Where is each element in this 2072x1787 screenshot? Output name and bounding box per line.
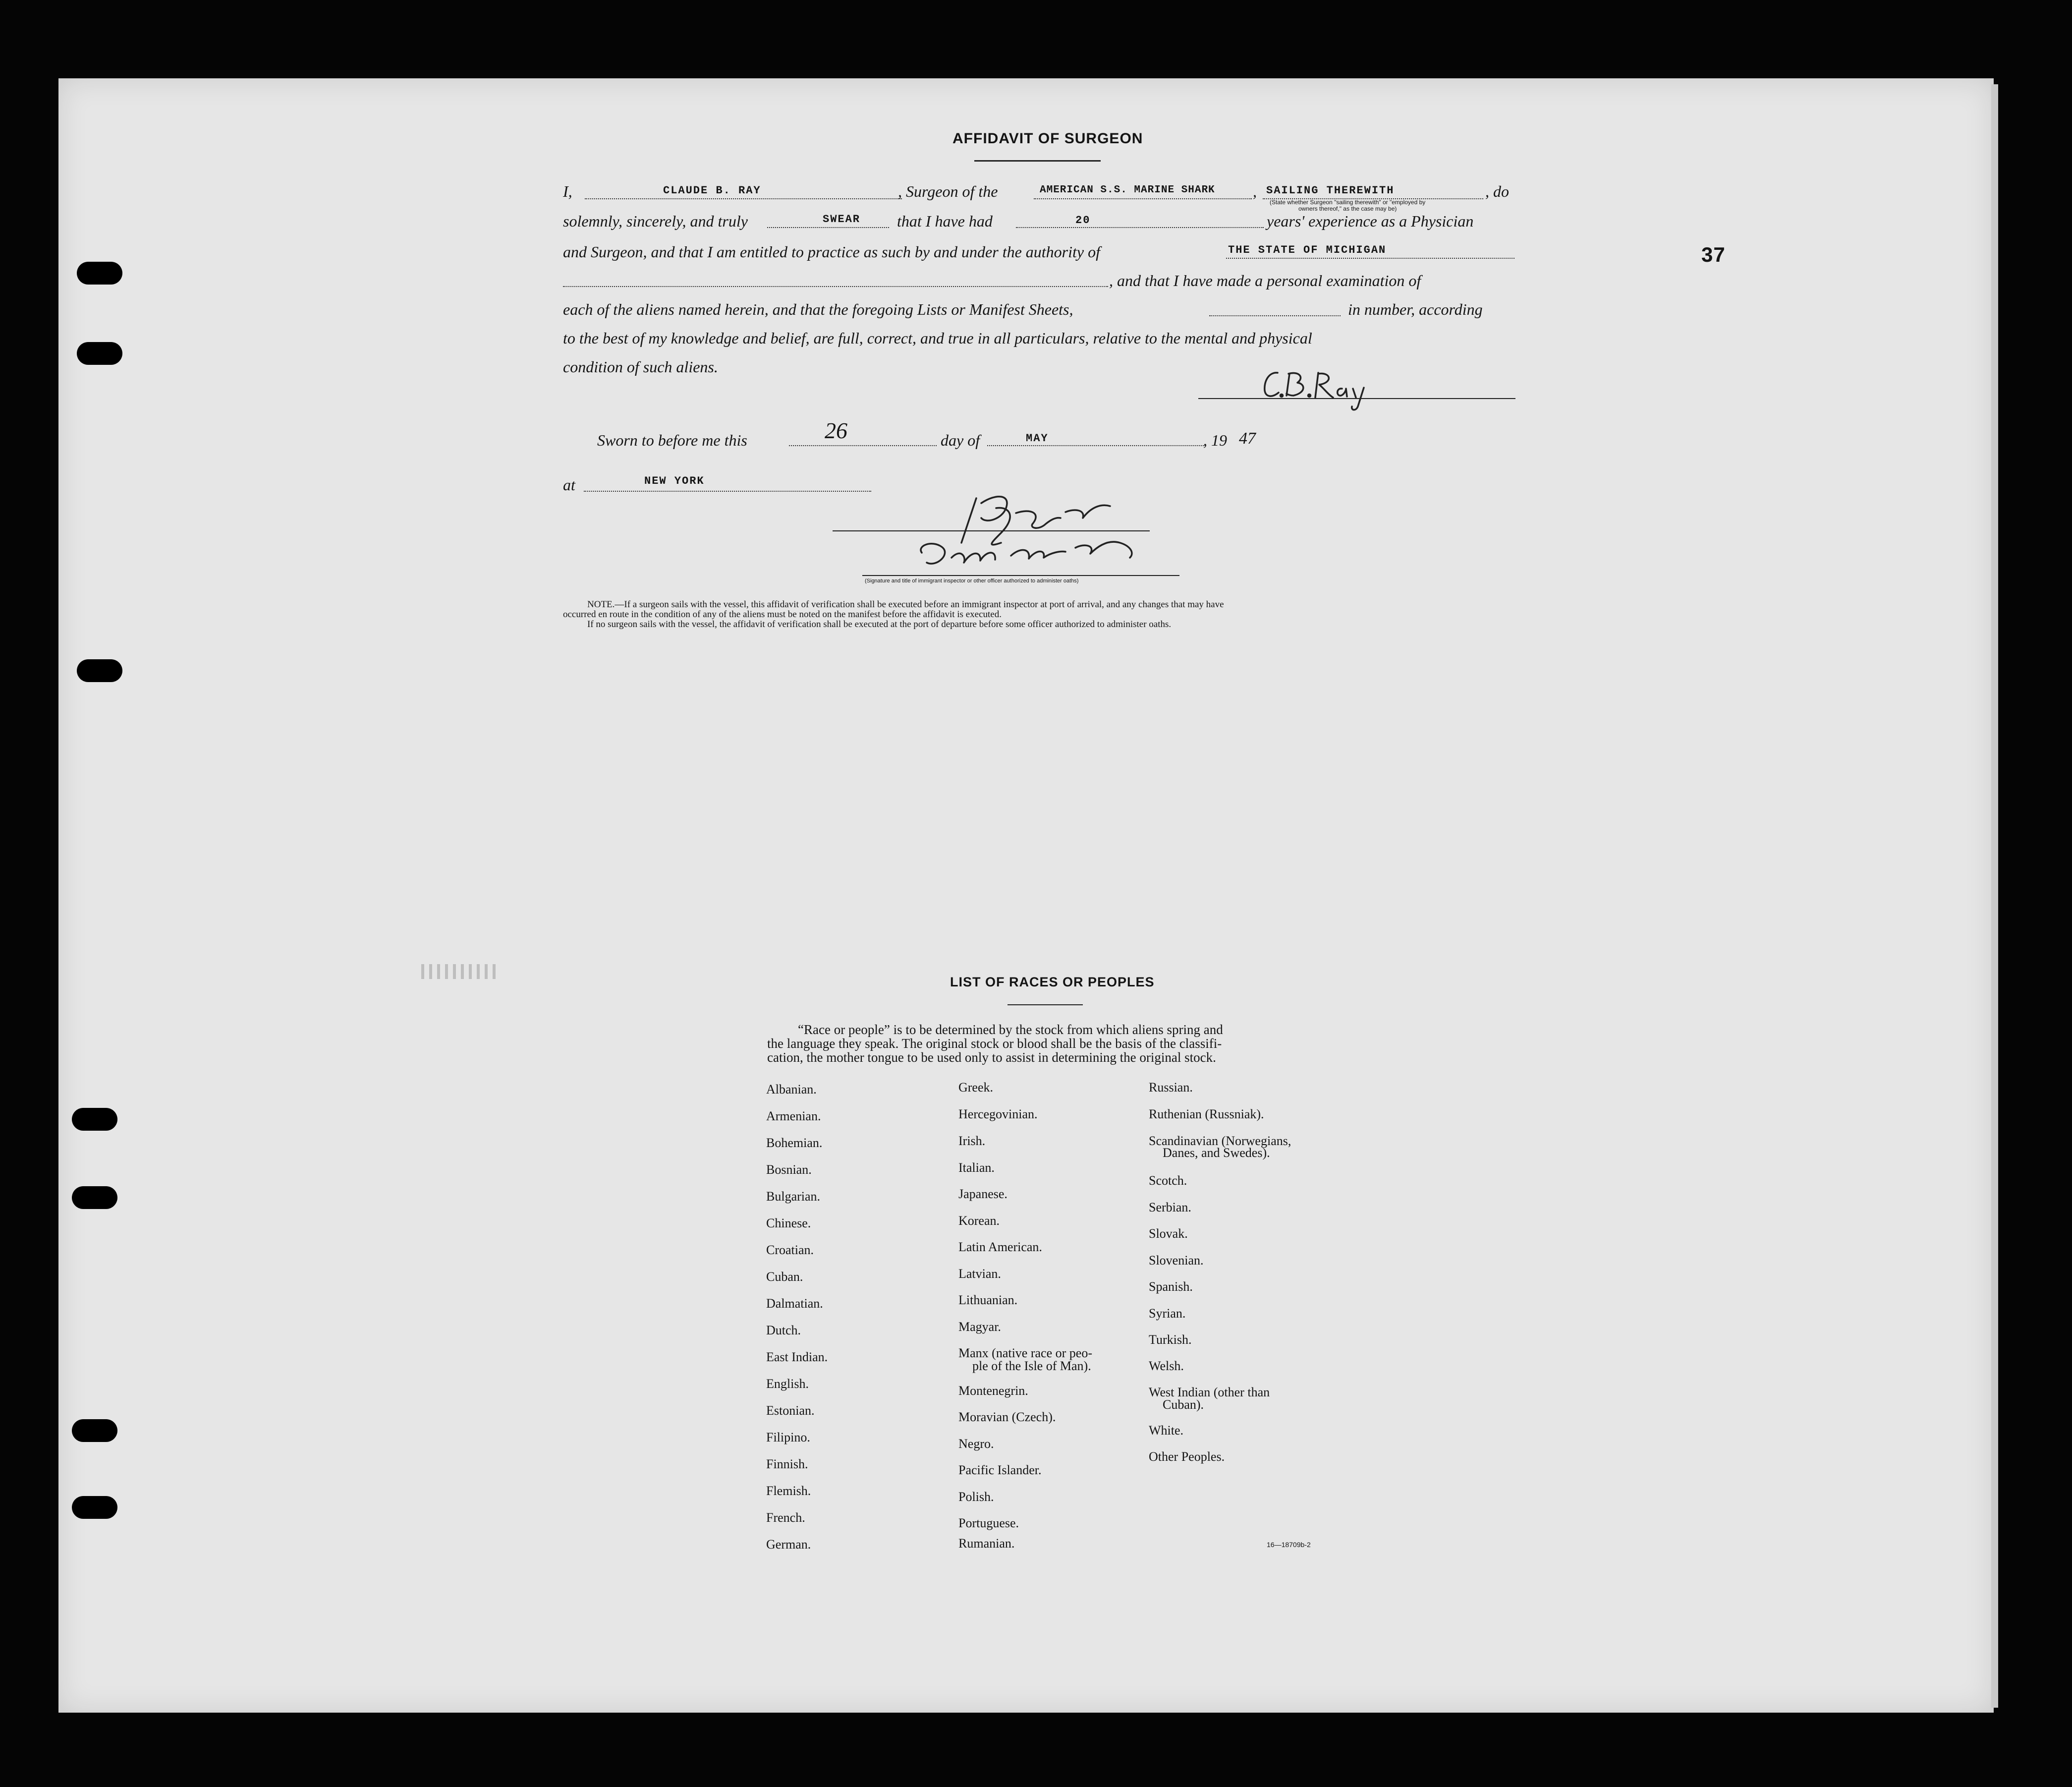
race-item: Magyar. <box>958 1320 1001 1334</box>
race-item: Japanese. <box>958 1187 1008 1201</box>
race-item: Montenegrin. <box>958 1383 1028 1398</box>
text-solemnly: solemnly, sincerely, and truly <box>563 212 748 230</box>
race-item: Serbian. <box>1149 1200 1191 1214</box>
place-line <box>584 491 871 492</box>
month-value: MAY <box>1026 432 1049 445</box>
race-item: Filipino. <box>766 1430 810 1444</box>
race-item: Finnish. <box>766 1457 808 1471</box>
text-comma-19: , 19 <box>1203 431 1227 449</box>
race-item: Pacific Islander. <box>958 1463 1042 1477</box>
race-item: Slovenian. <box>1149 1253 1204 1268</box>
binder-hole <box>72 1186 117 1209</box>
status-instruction-1: (State whether Surgeon "sailing therewith" or "employed by <box>1270 199 1426 206</box>
race-item: English. <box>766 1377 809 1391</box>
binder-hole <box>77 262 122 285</box>
race-item: Scotch. <box>1149 1173 1187 1188</box>
authority-line-2 <box>563 286 1108 287</box>
inspector-title-line <box>862 575 1179 576</box>
status-instruction-2: owners thereof," as the case may be) <box>1298 205 1397 212</box>
form-number: 16—18709b-2 <box>1267 1541 1311 1549</box>
race-item: Russian. <box>1149 1080 1193 1095</box>
text-each-alien: each of the aliens named herein, and that the foregoing Lists or Manifest Sheets, <box>563 300 1073 318</box>
affidavit-title: AFFIDAVIT OF SURGEON <box>952 130 1143 147</box>
race-item: West Indian (other than <box>1149 1385 1270 1399</box>
page-number: 37 <box>1701 243 1726 266</box>
years-value: 20 <box>1075 214 1091 227</box>
faint-marks <box>421 964 501 979</box>
race-item: Cuban). <box>1163 1397 1204 1412</box>
race-item: Spanish. <box>1149 1279 1193 1294</box>
text-best-knowledge: to the best of my knowledge and belief, are full, correct, and true in all particulars, relative to the mental and physical <box>563 329 1312 347</box>
race-item: Flemish. <box>766 1484 811 1498</box>
text-do: , do <box>1485 182 1509 200</box>
race-item: Latin American. <box>958 1240 1042 1254</box>
day-value: 26 <box>825 418 847 443</box>
surgeon-name-line <box>585 198 902 199</box>
year-value: 47 <box>1239 429 1256 448</box>
race-item: Latvian. <box>958 1267 1001 1281</box>
binder-hole <box>77 659 122 682</box>
races-title-underline <box>1008 1004 1083 1005</box>
race-item: Bohemian. <box>766 1136 823 1150</box>
race-item: Hercegovinian. <box>958 1107 1038 1121</box>
text-at: at <box>563 476 575 494</box>
text-that-i-have-had: that I have had <box>897 212 993 230</box>
authority-value: THE STATE OF MICHIGAN <box>1228 244 1387 256</box>
race-item: German. <box>766 1537 811 1552</box>
races-title: LIST OF RACES OR PEOPLES <box>950 975 1155 989</box>
binder-hole <box>72 1419 117 1442</box>
race-item: Moravian (Czech). <box>958 1410 1056 1424</box>
text-in-number: in number, according <box>1348 300 1483 318</box>
race-item: Scandinavian (Norwegians, <box>1149 1134 1291 1148</box>
month-line <box>987 445 1204 446</box>
status-value: SAILING THEREWITH <box>1266 184 1395 197</box>
text-condition: condition of such aliens. <box>563 358 718 376</box>
race-item: Syrian. <box>1149 1306 1186 1321</box>
oath-line <box>767 227 889 228</box>
note-line-3: If no surgeon sails with the vessel, the affidavit of verification shall be executed at the port of departure before some officer authorized to administer oaths. <box>587 619 1172 630</box>
race-item: Slovak. <box>1149 1226 1188 1241</box>
text-years-experience: years' experience as a Physician <box>1267 212 1474 230</box>
place-value: NEW YORK <box>644 475 705 487</box>
text-surgeon-of: , Surgeon of the <box>898 182 998 200</box>
race-item: Negro. <box>958 1437 994 1451</box>
race-item: Other Peoples. <box>1149 1449 1225 1464</box>
race-item: White. <box>1149 1423 1184 1438</box>
day-line <box>789 445 937 446</box>
races-intro-line-2: the language they speak. The original stock or blood shall be the basis of the classifi- <box>767 1036 1222 1051</box>
race-item: Korean. <box>958 1213 1000 1228</box>
race-item: Dutch. <box>766 1323 801 1337</box>
race-item: Croatian. <box>766 1243 814 1257</box>
race-item: Irish. <box>958 1134 986 1148</box>
text-sworn: Sworn to before me this <box>597 431 747 449</box>
races-intro-line-1: “Race or people” is to be determined by the stock from which aliens spring and <box>798 1022 1223 1037</box>
race-item: Cuban. <box>766 1269 803 1284</box>
page-edge <box>1991 84 1998 1708</box>
race-item: Turkish. <box>1149 1332 1192 1347</box>
inspector-signature-caption: (Signature and title of immigrant inspector or other officer authorized to administer oaths) <box>865 578 1079 584</box>
race-item: Bulgarian. <box>766 1189 821 1204</box>
surgeon-signature <box>1259 367 1378 411</box>
race-item: Polish. <box>958 1490 994 1504</box>
race-item: Dalmatian. <box>766 1296 823 1311</box>
oath-value: SWEAR <box>823 213 861 226</box>
text-personal-examination: , and that I have made a personal examination of <box>1109 272 1421 289</box>
race-item: Portuguese. <box>958 1516 1019 1530</box>
race-item: East Indian. <box>766 1350 828 1364</box>
binder-hole <box>72 1496 117 1519</box>
inspector-signature-line <box>833 530 1150 531</box>
vessel-line <box>1034 198 1252 199</box>
authority-line <box>1226 258 1514 259</box>
surgeon-name-value: CLAUDE B. RAY <box>663 184 761 197</box>
note-line-1: NOTE.—If a surgeon sails with the vessel, this affidavit of verification shall be executed before an immigrant inspector at port of arrival, and any changes that may have <box>587 599 1224 610</box>
races-intro-line-3: cation, the mother tongue to be used only to assist in determining the original stock. <box>767 1050 1216 1065</box>
race-item: Greek. <box>958 1080 994 1095</box>
race-item: Bosnian. <box>766 1162 812 1177</box>
note-line-2: occurred en route in the condition of any of the aliens must be noted on the manifest before the affidavit is executed. <box>563 609 1002 620</box>
race-item: Danes, and Swedes). <box>1163 1146 1270 1160</box>
text-i: I, <box>563 182 572 200</box>
race-item: Rumanian. <box>958 1536 1015 1551</box>
race-item: ple of the Isle of Man). <box>972 1359 1091 1373</box>
vessel-value: AMERICAN S.S. MARINE SHARK <box>1040 184 1215 196</box>
race-item: Chinese. <box>766 1216 811 1230</box>
race-item: French. <box>766 1510 805 1525</box>
race-item: Albanian. <box>766 1082 817 1096</box>
text-day-of: day of <box>941 431 980 449</box>
years-line <box>1016 227 1264 228</box>
race-item: Welsh. <box>1149 1359 1184 1373</box>
binder-hole <box>72 1108 117 1131</box>
binder-hole <box>77 342 122 365</box>
comma: , <box>1253 182 1257 200</box>
race-item: Manx (native race or peo- <box>958 1346 1092 1360</box>
race-item: Lithuanian. <box>958 1293 1018 1307</box>
race-item: Italian. <box>958 1160 995 1175</box>
race-item: Estonian. <box>766 1403 815 1418</box>
race-item: Ruthenian (Russniak). <box>1149 1107 1264 1121</box>
title-underline <box>974 160 1101 162</box>
race-item: Armenian. <box>766 1109 821 1123</box>
sheets-count-line <box>1209 315 1341 316</box>
text-and-surgeon: and Surgeon, and that I am entitled to practice as such by and under the authority of <box>563 243 1100 261</box>
inspector-signature <box>912 488 1170 582</box>
